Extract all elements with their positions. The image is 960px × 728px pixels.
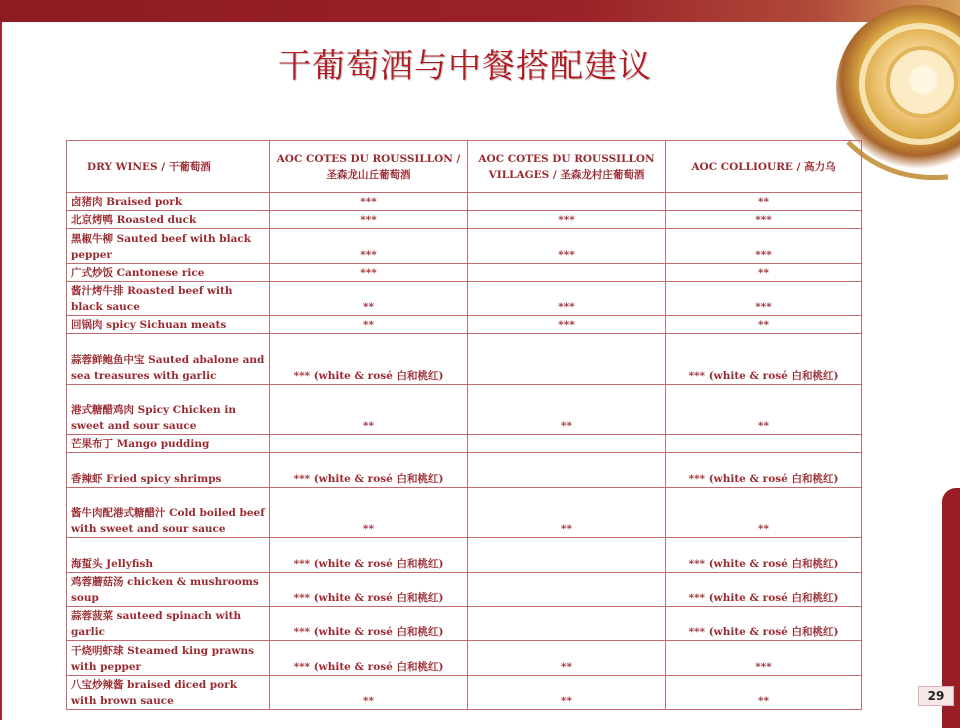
rating-cell: *** (white & rosé 白和桃红) <box>666 572 862 606</box>
pairing-table-container <box>66 140 861 710</box>
rating-cell: *** <box>468 316 666 334</box>
dish-cell: 海蜇头 Jellyfish <box>67 538 270 572</box>
rating-cell: *** (white & rosé 白和桃红) <box>270 641 468 675</box>
table-row <box>67 453 862 487</box>
rating-cell: ** <box>270 281 468 315</box>
page-number: 29 <box>918 686 954 706</box>
rating-cell: ** <box>666 316 862 334</box>
table-row <box>67 193 862 211</box>
rating-cell <box>666 435 862 453</box>
rating-cell: *** (white & rosé 白和桃红) <box>270 453 468 487</box>
dish-cell: 干烧明虾球 Steamed king prawns with pepper <box>67 641 270 675</box>
rating-cell: *** <box>270 263 468 281</box>
rating-cell <box>468 538 666 572</box>
rating-cell: *** (white & rosé 白和桃红) <box>666 334 862 384</box>
rating-cell <box>468 263 666 281</box>
rating-cell: *** <box>468 281 666 315</box>
rating-cell <box>468 453 666 487</box>
table-row <box>67 435 862 453</box>
table-row <box>67 538 862 572</box>
table-row <box>67 487 862 537</box>
dish-cell: 回锅肉 spicy Sichuan meats <box>67 316 270 334</box>
dish-cell: 黑椒牛柳 Sauted beef with black pepper <box>67 229 270 263</box>
top-banner <box>0 0 960 22</box>
rating-cell: *** (white & rosé 白和桃红) <box>270 572 468 606</box>
rating-cell <box>468 193 666 211</box>
rating-cell: *** (white & rosé 白和桃红) <box>666 538 862 572</box>
rating-cell: *** <box>270 229 468 263</box>
dish-cell: 蒜蓉鲜鲍鱼中宝 Sauted abalone and sea treasures with garlic <box>67 334 270 384</box>
dish-cell: 芒果布丁 Mango pudding <box>67 435 270 453</box>
rating-cell: *** <box>270 211 468 229</box>
header-roussillon-villages: AOC COTES DU ROUSSILLON VILLAGES / 圣森龙村庄葡萄酒 <box>468 141 666 193</box>
rating-cell: *** <box>666 229 862 263</box>
header-roussillon: AOC COTES DU ROUSSILLON / 圣森龙山丘葡萄酒 <box>270 141 468 193</box>
rating-cell: ** <box>468 487 666 537</box>
rating-cell: ** <box>270 384 468 434</box>
rating-cell <box>468 572 666 606</box>
left-border-line <box>0 22 2 720</box>
rating-cell: *** <box>468 211 666 229</box>
rating-cell: *** <box>468 229 666 263</box>
table-row <box>67 281 862 315</box>
rating-cell: *** <box>666 641 862 675</box>
table-row <box>67 572 862 606</box>
rating-cell: *** (white & rosé 白和桃红) <box>270 334 468 384</box>
dish-cell: 北京烤鸭 Roasted duck <box>67 211 270 229</box>
table-row <box>67 263 862 281</box>
rating-cell: ** <box>270 316 468 334</box>
rating-cell: *** (white & rosé 白和桃红) <box>666 453 862 487</box>
rating-cell: ** <box>468 675 666 709</box>
dish-cell: 广式炒饭 Cantonese rice <box>67 263 270 281</box>
table-row <box>67 334 862 384</box>
dish-cell: 酱牛肉配港式糖醋汁 Cold boiled beef with sweet and sour sauce <box>67 487 270 537</box>
table-row <box>67 641 862 675</box>
table-row <box>67 675 862 709</box>
page-title: 干葡萄酒与中餐搭配建议 <box>278 46 652 85</box>
dish-cell: 港式糖醋鸡肉 Spicy Chicken in sweet and sour sauce <box>67 384 270 434</box>
rating-cell: *** <box>666 211 862 229</box>
rating-cell: ** <box>666 487 862 537</box>
table-row <box>67 384 862 434</box>
rating-cell: *** (white & rosé 白和桃红) <box>270 538 468 572</box>
rating-cell: *** (white & rosé 白和桃红) <box>270 606 468 640</box>
header-collioure: AOC COLLIOURE / 高力乌 <box>666 141 862 193</box>
rating-cell: *** <box>270 193 468 211</box>
dish-cell: 卤猪肉 Braised pork <box>67 193 270 211</box>
dish-cell: 酱汁烤牛排 Roasted beef with black sauce <box>67 281 270 315</box>
rating-cell: ** <box>666 384 862 434</box>
rating-cell: ** <box>666 263 862 281</box>
rating-cell <box>270 435 468 453</box>
rating-cell: *** (white & rosé 白和桃红) <box>666 606 862 640</box>
table-header-row <box>67 141 862 193</box>
rating-cell: ** <box>468 641 666 675</box>
table-row <box>67 229 862 263</box>
rating-cell <box>468 435 666 453</box>
dish-cell: 蒜蓉菠菜 sauteed spinach with garlic <box>67 606 270 640</box>
table-row <box>67 211 862 229</box>
header-dry-wines: DRY WINES / 干葡萄酒 <box>67 141 270 193</box>
rating-cell: ** <box>468 384 666 434</box>
dish-cell: 鸡蓉蘑菇汤 chicken & mushrooms soup <box>67 572 270 606</box>
rating-cell: ** <box>270 675 468 709</box>
pairing-table <box>66 140 862 710</box>
dish-cell: 香辣虾 Fried spicy shrimps <box>67 453 270 487</box>
rating-cell <box>468 334 666 384</box>
rating-cell: *** <box>666 281 862 315</box>
dish-cell: 八宝炒辣酱 braised diced pork with brown sauce <box>67 675 270 709</box>
table-row <box>67 606 862 640</box>
rating-cell: ** <box>270 487 468 537</box>
rating-cell: ** <box>666 675 862 709</box>
table-row <box>67 316 862 334</box>
rating-cell <box>468 606 666 640</box>
rating-cell: ** <box>666 193 862 211</box>
